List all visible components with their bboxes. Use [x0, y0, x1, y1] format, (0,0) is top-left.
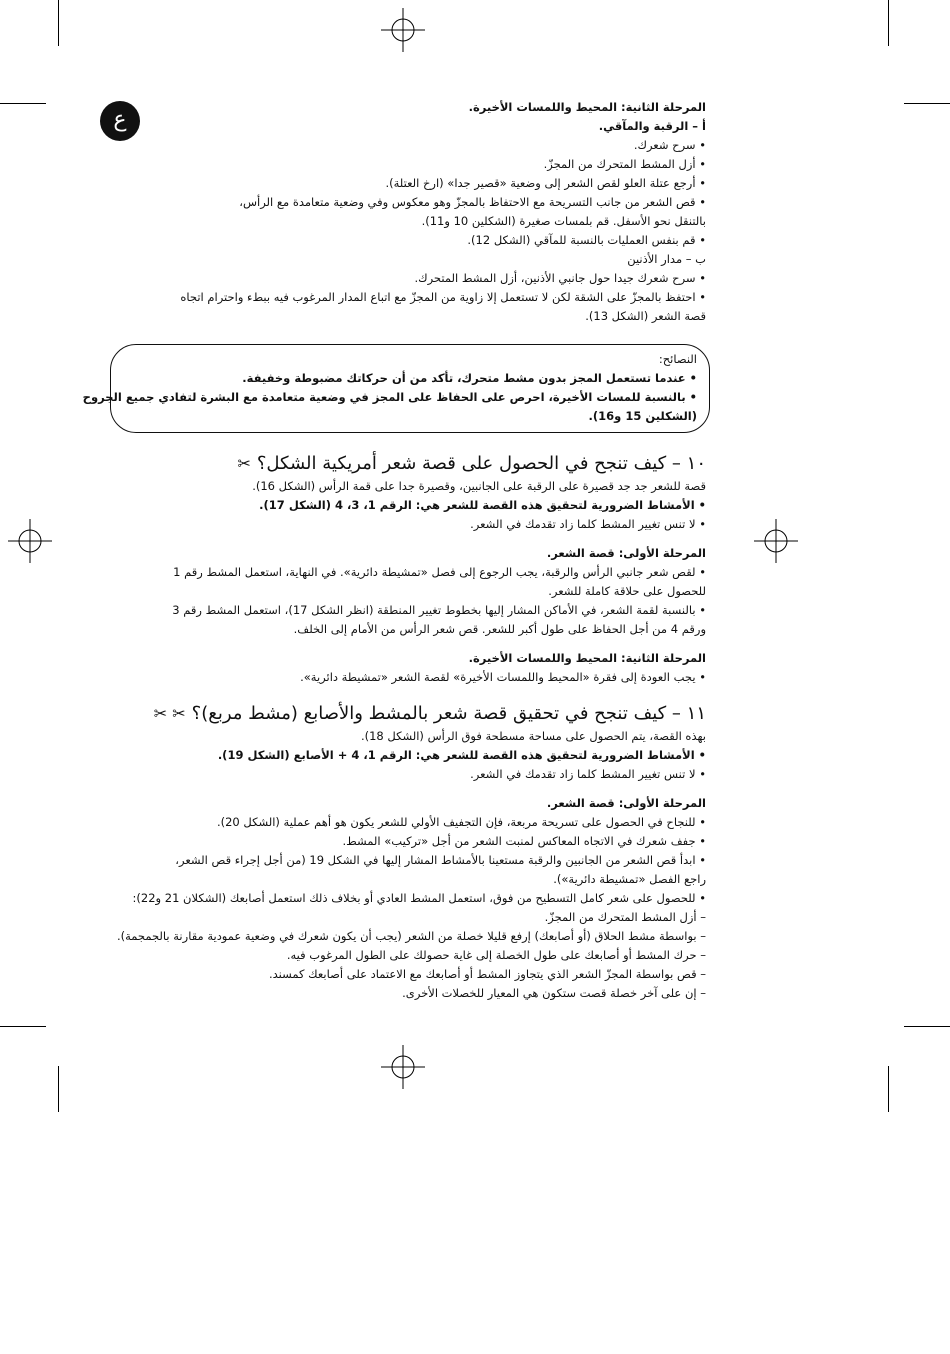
crop-mark	[58, 0, 59, 46]
list-item: • لا تنس تغيير المشط كلما زاد تقدمك في الشعر.	[470, 767, 706, 781]
registration-mark-right	[754, 519, 798, 563]
registration-mark-bottom	[381, 1045, 425, 1089]
phase2-heading: المرحلة الثانية: المحيط واللمسات الأخيرة.	[468, 651, 706, 665]
list-item: • قص الشعر من جانب التسريحة مع الاحتفاظ بالمجزّ وهو معكوس وفي وضعية متعامدة مع الرأس،	[239, 195, 706, 209]
list-item: • بالنسبة لقمة الشعر، في الأماكن المشار إليها بخطوط تغيير المنطقة (انظر الشكل 17)، استعمل المشط رقم 3	[172, 603, 706, 617]
list-item: • ابدأ قص الشعر من الجانبين والرقبة مستعينا بالأمشاط المشار إليها في الشكل 19 (من أجل إجراء قص الشعر،	[175, 853, 706, 867]
paragraph: قصة للشعر جد جد قصيرة على الرقبة على الجانبين، وقصيرة جدا على قمة الرأس (الشكل 16).	[252, 479, 706, 493]
section-10-title-text: ١٠ – كيف تنجح في الحصول على قصة شعر أمريكية الشكل؟	[256, 453, 706, 474]
list-item: بالتنقل نحو الأسفل. قم بلمسات صغيرة (الشكلين 10 و11).	[421, 214, 706, 228]
list-item: • سرح شعرك جيدا حول جانبي الأذنين، أزل المشط المتحرك.	[414, 271, 706, 285]
phase1-heading: المرحلة الأولى: قصة الشعر.	[546, 546, 706, 560]
list-item: • الأمشاط الضرورية لتحقيق هذه القصة للشعر هي: الرقم 1، 4 + الأصابع (الشكل 19).	[217, 748, 706, 762]
list-item: • احتفظ بالمجزّ على الشقة لكن لا تستعمل إلا زاوية من المجزّ مع اتباع المدار المرغوب فيه ببطء واحترام اتجاه	[180, 290, 706, 304]
registration-mark-top	[381, 8, 425, 52]
list-item: • يجب العودة إلى فقرة «المحيط واللمسات الأخيرة» لقصة الشعر «تمشيطة دائرية».	[300, 670, 706, 684]
page-content	[82, 98, 706, 1003]
crop-mark	[904, 103, 950, 104]
paragraph: بهذه القصة، يتم الحصول على مساحة مسطحة فوق الرأس (الشكل 18).	[360, 729, 706, 743]
list-item: – حرك المشط أو أصابعك على طول الخصلة إلى غاية حصولك على الطول المرغوب فيه.	[286, 948, 706, 962]
list-item: • للحصول على شعر كامل التسطيح من فوق، استعمل المشط العادي أو بخلاف ذلك استعمل أصابعك (الشكلان 21 و22):	[132, 891, 706, 905]
crop-mark	[58, 1066, 59, 1112]
list-item: • الأمشاط الضرورية لتحقيق هذه القصة للشعر هي: الرقم 1، 3، 4 (الشكل 17).	[259, 498, 706, 512]
list-item: • جفف شعرك في الاتجاه المعاكس لمنبت الشعر من أجل «تركيب» المشط.	[342, 834, 706, 848]
list-item: • أزل المشط المتحرك من المجزّ.	[543, 157, 706, 171]
subheading-ears: ب – مدار الأذنين	[627, 252, 706, 266]
list-item: قصة الشعر (الشكل 13).	[585, 309, 706, 323]
list-item: – أزل المشط المتحرك من المجزّ.	[544, 910, 706, 924]
crop-mark	[888, 1066, 889, 1112]
crop-mark	[888, 0, 889, 46]
tips-box	[82, 344, 710, 433]
list-item: – بواسطة مشط الحلاق (أو أصابعك) إرفع قليلا خصلة من الشعر (يجب أن يكون شعرك في وضعية عمودية مقارنة بالجمجمة).	[116, 929, 706, 943]
list-item: • سرح شعرك.	[633, 138, 706, 152]
tip-item: • بالنسبة للمسات الأخيرة، احرص على الحفاظ على المجز في وضعية متعامدة مع البشرة لتفادي جميع الجروح	[82, 390, 697, 404]
section-10-title	[106, 451, 706, 477]
list-item: • قم بنفس العمليات بالنسبة للمآقي (الشكل 12).	[467, 233, 706, 247]
list-item: • لا تنس تغيير المشط كلما زاد تقدمك في الشعر.	[470, 517, 706, 531]
list-item: • لقص شعر جانبي الرأس والرقبة، يجب الرجوع إلى فصل «تمشيطة دائرية». في النهاية، استعمل المشط رقم 1	[173, 565, 706, 579]
list-item: للحصول على حلاقة كاملة للشعر.	[548, 584, 706, 598]
crop-mark	[0, 103, 46, 104]
list-item: – إن على آخر خصلة قصت ستكون هي المعيار للخصلات الأخرى.	[402, 986, 706, 1000]
list-item: • للنجاح في الحصول على تسريحة مربعة، فإن التجفيف الأولي للشعر يكون هو أهم عملية (الشكل 20).	[216, 815, 706, 829]
phase1-heading: المرحلة الأولى: قصة الشعر.	[546, 796, 706, 810]
list-item: ورقم 4 من أجل الحفاظ على طول أكبر للشعر. قص شعر الرأس من الأمام إلى الخلف.	[293, 622, 706, 636]
tip-item: • عندما تستعمل المجز بدون مشط متحرك، تأكد من أن حركاتك مضبوطة وخفيفة.	[242, 371, 697, 385]
list-item: – قص بواسطة المجزّ الشعر الذي يتجاوز المشط أو أصابعك مع الاعتماد على أصابعك كمسند.	[268, 967, 706, 981]
tip-item: (الشكلين 15 و16).	[588, 409, 697, 423]
scissors-icon: ✂ ✂	[153, 704, 186, 723]
registration-mark-left	[8, 519, 52, 563]
list-item: • أرجع عتلة العلو لقص الشعر إلى وضعية «قصير جدا» (ارخ العتلة).	[385, 176, 706, 190]
list-item: راجع الفصل «تمشيطة دائرية»).	[553, 872, 706, 886]
tips-title: النصائح:	[658, 352, 697, 366]
subheading-neck: أ – الرقبة والمآقي.	[598, 119, 706, 133]
phase2-heading: المرحلة الثانية: المحيط واللمسات الأخيرة.	[468, 100, 706, 114]
section-11-title-text: ١١ – كيف تنجح في تحقيق قصة شعر بالمشط والأصابع (مشط مربع)؟	[191, 703, 706, 724]
page-language-badge: ع	[100, 101, 140, 141]
scissors-icon: ✂	[237, 454, 251, 473]
section-11-title	[106, 701, 706, 727]
crop-mark	[904, 1026, 950, 1027]
crop-mark	[0, 1026, 46, 1027]
